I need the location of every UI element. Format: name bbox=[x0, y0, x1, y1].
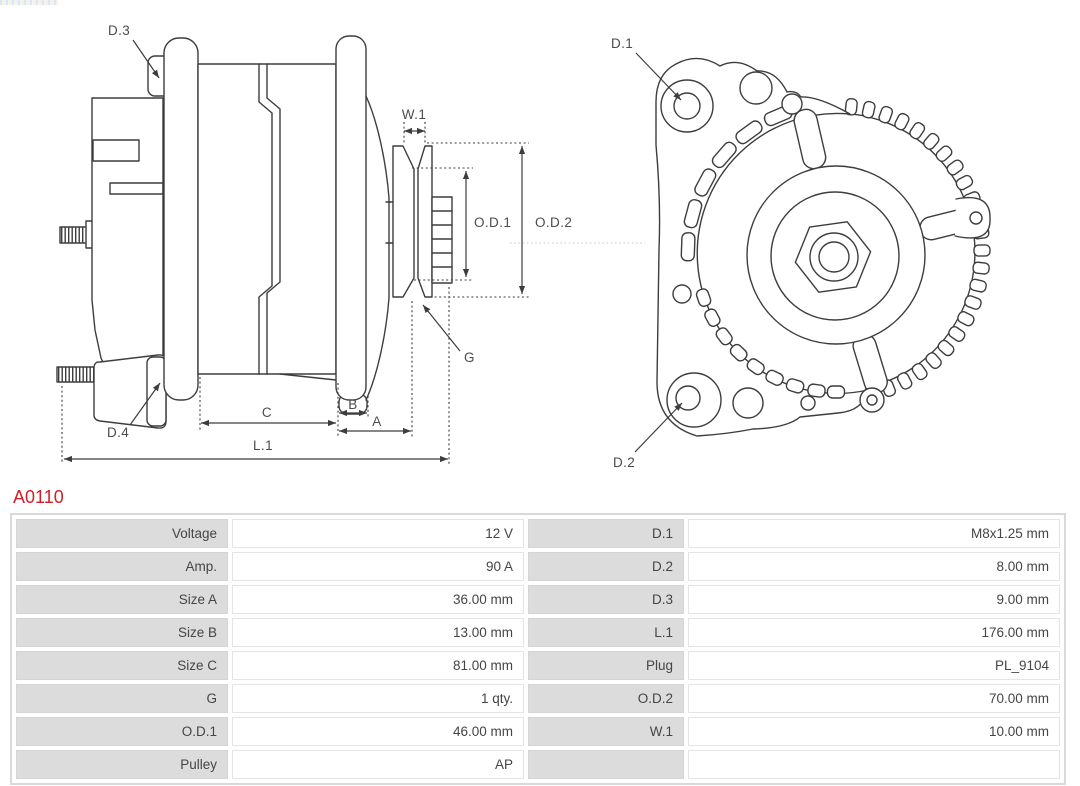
dim-label-g: G bbox=[464, 350, 475, 365]
spec-label-cell: D.3 bbox=[528, 585, 684, 614]
spec-value-cell: 46.00 mm bbox=[232, 717, 524, 746]
spec-row bbox=[16, 618, 1060, 647]
spec-row bbox=[16, 585, 1060, 614]
spec-value-cell: 13.00 mm bbox=[232, 618, 524, 647]
spec-row bbox=[16, 684, 1060, 713]
spec-label-cell: D.1 bbox=[528, 519, 684, 548]
spec-value-cell: 10.00 mm bbox=[688, 717, 1060, 746]
dim-label-d2: D.2 bbox=[613, 455, 636, 470]
dim-label-b: B bbox=[348, 397, 358, 412]
spec-label-cell: Size C bbox=[16, 651, 228, 680]
spec-value-cell: 8.00 mm bbox=[688, 552, 1060, 581]
leader-g bbox=[423, 305, 460, 351]
spec-label-cell: Pulley bbox=[16, 750, 228, 779]
dim-label-l1: L.1 bbox=[253, 438, 273, 453]
spec-row bbox=[16, 552, 1060, 581]
spec-label-cell: Size B bbox=[16, 618, 228, 647]
dim-label-od2: O.D.2 bbox=[535, 215, 573, 230]
spec-label-cell: O.D.2 bbox=[528, 684, 684, 713]
spec-row bbox=[16, 519, 1060, 548]
spec-value-cell: 176.00 mm bbox=[688, 618, 1060, 647]
dim-label-a: A bbox=[372, 414, 382, 429]
spec-label-cell: Voltage bbox=[16, 519, 228, 548]
spec-label-cell: Size A bbox=[16, 585, 228, 614]
spec-value-cell: 1 qty. bbox=[232, 684, 524, 713]
shaft-nut bbox=[432, 197, 452, 283]
spec-label-cell bbox=[528, 750, 684, 779]
spec-value-cell: 70.00 mm bbox=[688, 684, 1060, 713]
spec-value-cell: 9.00 mm bbox=[688, 585, 1060, 614]
leader-d2 bbox=[635, 403, 682, 452]
dim-label-d3: D.3 bbox=[108, 23, 131, 38]
spec-label-cell: Plug bbox=[528, 651, 684, 680]
dim-label-d1: D.1 bbox=[611, 36, 634, 51]
rear-stud-upper bbox=[60, 227, 88, 243]
shaft-bore bbox=[819, 242, 849, 272]
dim-label-c: C bbox=[261, 405, 273, 420]
spec-value-cell: PL_9104 bbox=[688, 651, 1060, 680]
spec-value-cell: 36.00 mm bbox=[232, 585, 524, 614]
spec-label-cell: Amp. bbox=[16, 552, 228, 581]
spec-row bbox=[16, 651, 1060, 680]
spec-label-cell: D.2 bbox=[528, 552, 684, 581]
pulley-flange-right bbox=[418, 146, 432, 297]
front-mount-slab bbox=[336, 36, 366, 400]
side-view bbox=[57, 23, 645, 464]
spec-value-cell: AP bbox=[232, 750, 524, 779]
spec-value-cell: 81.00 mm bbox=[232, 651, 524, 680]
dim-label-od1: O.D.1 bbox=[474, 215, 512, 230]
spec-label-cell: G bbox=[16, 684, 228, 713]
spec-label-cell: W.1 bbox=[528, 717, 684, 746]
nose-cone bbox=[366, 96, 389, 400]
spec-value-cell: M8x1.25 mm bbox=[688, 519, 1060, 548]
dim-label-w1: W.1 bbox=[401, 107, 427, 122]
spec-value-cell: 90 A bbox=[232, 552, 524, 581]
spec-row bbox=[16, 717, 1060, 746]
mount-hole-d2 bbox=[676, 386, 700, 410]
pulley-flange-left bbox=[393, 146, 414, 297]
spec-label-cell: L.1 bbox=[528, 618, 684, 647]
spec-value-cell bbox=[688, 750, 1060, 779]
rear-housing bbox=[92, 98, 163, 392]
front-view bbox=[611, 36, 990, 470]
spec-table bbox=[10, 513, 1066, 785]
dim-label-d4: D.4 bbox=[107, 425, 130, 440]
spec-row bbox=[16, 750, 1060, 779]
part-number: A0110 bbox=[13, 487, 64, 507]
spec-label-cell: O.D.1 bbox=[16, 717, 228, 746]
spec-value-cell: 12 V bbox=[232, 519, 524, 548]
rear-mount-slab bbox=[164, 38, 198, 400]
